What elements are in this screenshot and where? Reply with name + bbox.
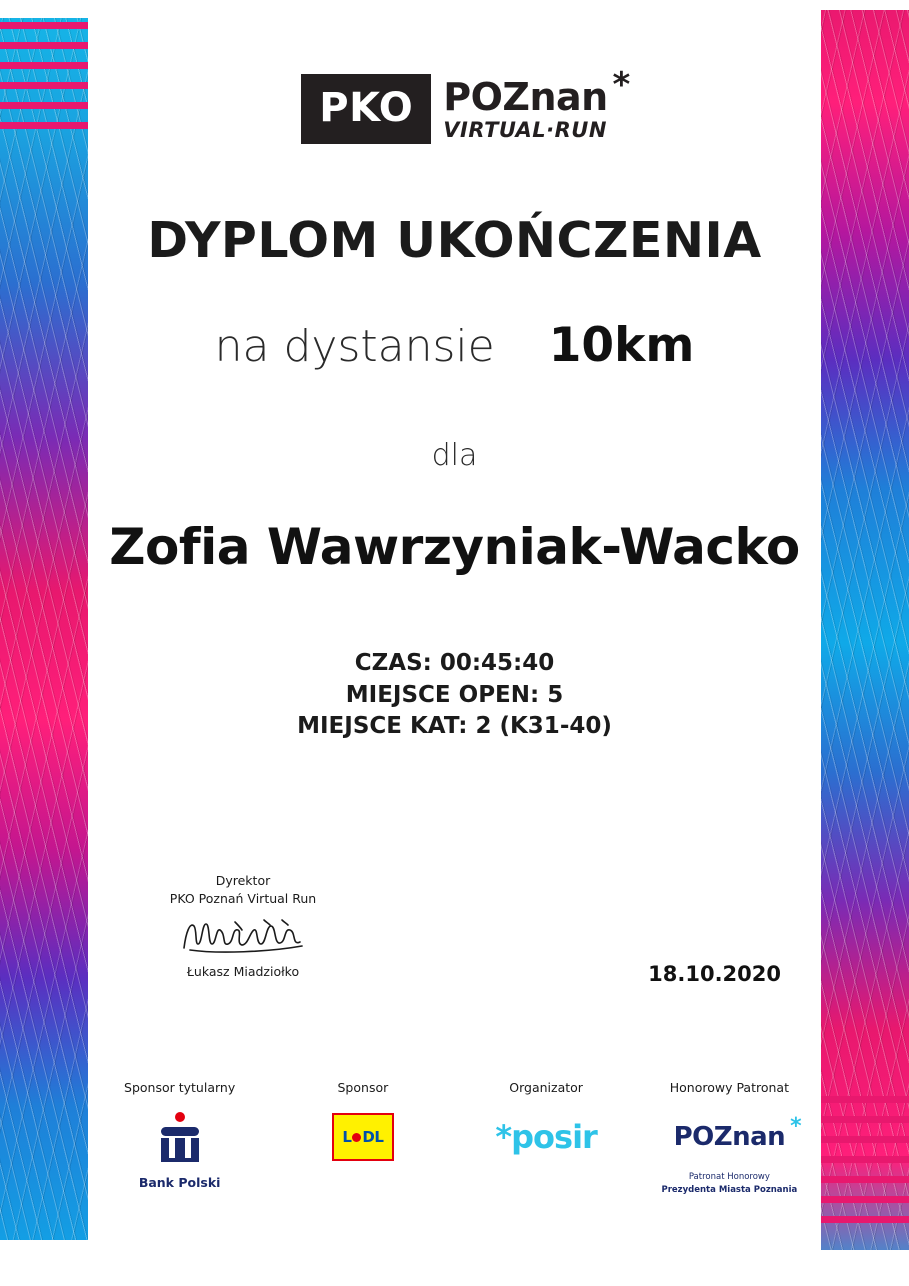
- event-logo: [88, 64, 821, 144]
- sponsor-pko: [95, 1080, 265, 1190]
- sponsors-row: [88, 1080, 821, 1197]
- band-bottom-gap: [0, 1240, 88, 1286]
- pko-bank-polski-logo-icon: [95, 1109, 265, 1165]
- distance-row: [88, 318, 821, 373]
- posir-wordmark: *posir: [495, 1118, 597, 1156]
- result-time: CZAS: 00:45:40: [354, 650, 555, 676]
- sponsor-poznan-patronage: [644, 1080, 814, 1197]
- patronage-text: [644, 1171, 814, 1197]
- posir-logo-icon: [461, 1109, 631, 1165]
- band-texture: [0, 0, 88, 1286]
- lidl-wordmark: L DL: [342, 1128, 384, 1146]
- patronage-line1: Patronat Honorowy: [688, 1172, 770, 1182]
- signature-name: Łukasz Miadziołko: [186, 963, 300, 979]
- poznan-logo-icon: [644, 1109, 814, 1165]
- for-label: dla: [431, 438, 478, 473]
- poznan-wordmark: POZnan: [673, 1122, 786, 1152]
- sponsor-label: Honorowy Patronat: [669, 1080, 789, 1095]
- results-block: [88, 648, 821, 743]
- certificate-date: 18.10.2020: [648, 962, 781, 986]
- poznan-wordmark: POZnan: [443, 74, 608, 119]
- band-top-gap: [821, 0, 909, 10]
- band-bottom-gap: [821, 1250, 909, 1286]
- patronage-line2: Prezydenta Miasta Poznania: [661, 1184, 798, 1195]
- result-open-place: MIEJSCE OPEN: 5: [345, 681, 564, 708]
- distance-label: na dystansie: [214, 321, 495, 372]
- sponsor-posir: [461, 1080, 631, 1175]
- distance-value: 10km: [548, 318, 695, 373]
- signature-role-line1: Dyrektor: [215, 873, 271, 888]
- pko-logo-text: PKO: [301, 74, 431, 144]
- band-stripes: [0, 22, 88, 132]
- sponsor-label: Sponsor: [337, 1080, 389, 1095]
- virtual-run-subtitle: VIRTUAL·RUN: [443, 117, 607, 142]
- poznan-logo-text: [443, 64, 630, 119]
- sponsor-label: Sponsor tytularny: [124, 1080, 236, 1095]
- star-icon: *: [612, 64, 630, 105]
- result-category-place: MIEJSCE KAT: 2 (K31-40): [297, 713, 612, 740]
- signature-block: [118, 872, 368, 979]
- lidl-logo-icon: [278, 1109, 448, 1165]
- decorative-band-right: [821, 0, 909, 1286]
- band-stripes: [821, 1096, 909, 1226]
- handwritten-signature-icon: [178, 914, 308, 956]
- runner-name: Zofia Wawrzyniak-Wacko: [109, 518, 800, 576]
- sponsor-label: Organizator: [509, 1080, 583, 1095]
- decorative-band-left: [0, 0, 88, 1286]
- certificate-content: [88, 0, 821, 1286]
- band-texture: [821, 0, 909, 1286]
- band-top-gap: [0, 0, 88, 18]
- signature-role-line2: PKO Poznań Virtual Run: [169, 890, 317, 906]
- sponsor-sub-label: Bank Polski: [138, 1175, 221, 1190]
- page-title: DYPLOM UKOŃCZENIA: [147, 212, 762, 269]
- sponsor-lidl: [278, 1080, 448, 1175]
- star-icon: *: [790, 1114, 802, 1139]
